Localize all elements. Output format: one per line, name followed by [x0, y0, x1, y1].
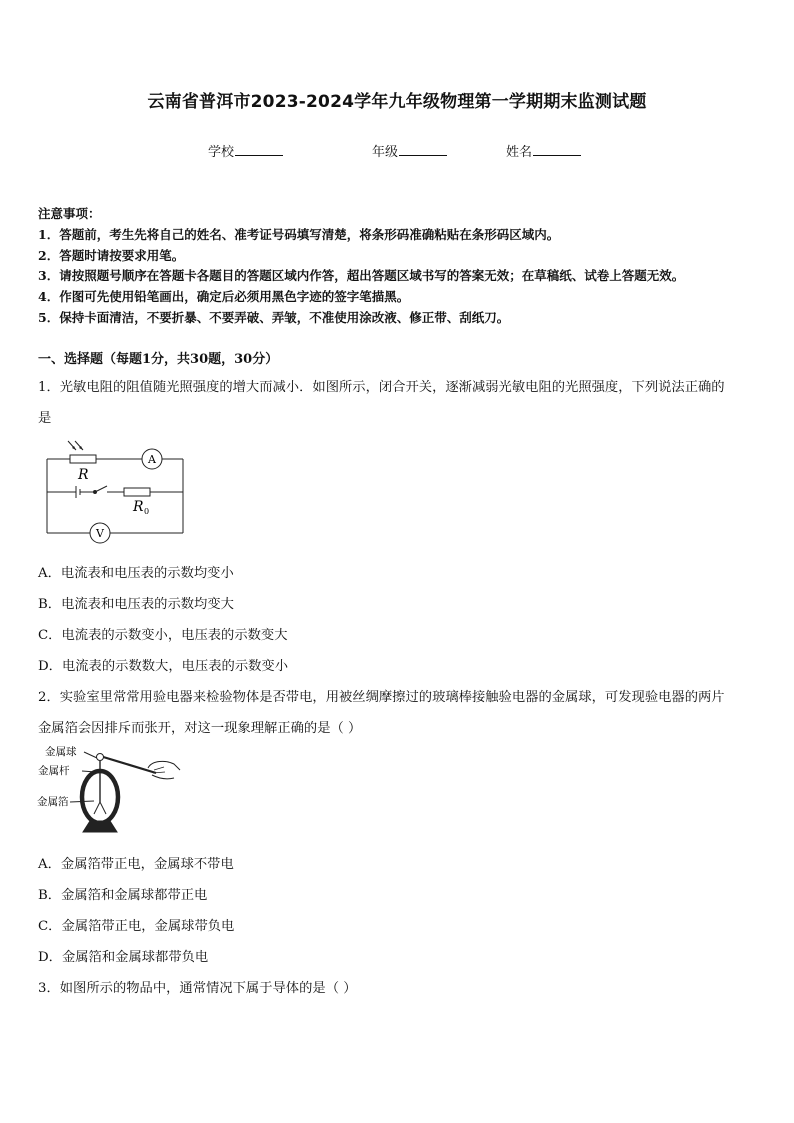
r-label: R [78, 467, 89, 483]
notice-heading: 注意事项： [38, 206, 101, 221]
switch [95, 486, 107, 492]
q3-stem: 3．如图所示的物品中，通常情况下属于导体的是（ ） [38, 981, 357, 996]
rod-label: 金属杆 [38, 765, 70, 777]
name-label: 姓名 [506, 145, 533, 160]
q2-stem-continued: 金属箔会因排斥而张开，对这一现象理解正确的是（ ） [38, 721, 362, 736]
notice-item: 1．答题前，考生先将自己的姓名、准考证号码填写清楚，将条形码准确粘贴在条形码区域内。 [38, 227, 560, 242]
foil-left [94, 802, 100, 814]
notice-item: 3．请按照题号顺序在答题卡各题目的答题区域内作答，超出答题区域书写的答案无效；在草稿纸、试卷上答题无效。 [38, 268, 685, 283]
ball-label: 金属球 [45, 746, 77, 758]
notice-item: 5．保持卡面清洁，不要折暴、不要弄破、弄皱，不准使用涂改液、修正带、刮纸刀。 [38, 310, 510, 325]
q1-stem-continued: 是 [38, 411, 52, 426]
hand [148, 761, 180, 778]
q1-option-a[interactable]: A．电流表和电压表的示数均变小 [38, 566, 234, 581]
school-label: 学校 [208, 145, 235, 160]
name-blank[interactable] [533, 143, 581, 156]
fixed-resistor [124, 488, 150, 496]
r0-subscript: 0 [144, 507, 150, 516]
r0-label: R [133, 499, 144, 515]
section-heading: 一、选择题（每题1分，共30题，30分） [38, 352, 279, 367]
notice-item: 4．作图可先使用铅笔画出，确定后必须用黑色字迹的签字笔描黑。 [38, 289, 410, 304]
q1-option-d[interactable]: D．电流表的示数数大，电压表的示数变小 [38, 659, 289, 674]
grade-label: 年级 [372, 145, 399, 160]
photoresistor [70, 455, 96, 463]
q2-stem: 2．实验室里常常用验电器来检验物体是否带电，用被丝绸摩擦过的玻璃棒接触验电器的金属球，可发现验电器的两片 [38, 690, 725, 705]
electroscope-base [83, 821, 117, 832]
metal-ball [97, 754, 104, 761]
q1-option-c[interactable]: C．电流表的示数变小，电压表的示数变大 [38, 628, 288, 643]
page-title: 云南省普洱市2023-2024学年九年级物理第一学期期末监测试题 [147, 92, 647, 112]
q1-stem: 1．光敏电阻的阻值随光照强度的增大而减小．如图所示，闭合开关，逐渐减弱光敏电阻的光照强度，下列说法正确的 [38, 380, 725, 395]
q1-circuit-figure [40, 437, 190, 547]
notice-item: 2．答题时请按要求用笔。 [38, 248, 185, 263]
school-field[interactable] [208, 141, 283, 160]
voltmeter-label: V [96, 527, 104, 540]
q1-option-b[interactable]: B．电流表和电压表的示数均变大 [38, 597, 234, 612]
name-field[interactable] [506, 141, 581, 160]
q2-option-d[interactable]: D．金属箔和金属球都带负电 [38, 950, 209, 965]
ammeter-label: A [148, 453, 156, 466]
q2-electroscope-figure [34, 742, 184, 842]
foil-right [100, 802, 106, 814]
school-blank[interactable] [235, 143, 283, 156]
glass-rod [100, 756, 156, 773]
grade-blank[interactable] [399, 143, 447, 156]
grade-field[interactable] [372, 141, 447, 160]
q2-option-a[interactable]: A．金属箔带正电，金属球不带电 [38, 857, 234, 872]
q2-option-c[interactable]: C．金属箔带正电，金属球带负电 [38, 919, 235, 934]
q2-option-b[interactable]: B．金属箔和金属球都带正电 [38, 888, 208, 903]
foil-label: 金属箔 [37, 796, 69, 808]
